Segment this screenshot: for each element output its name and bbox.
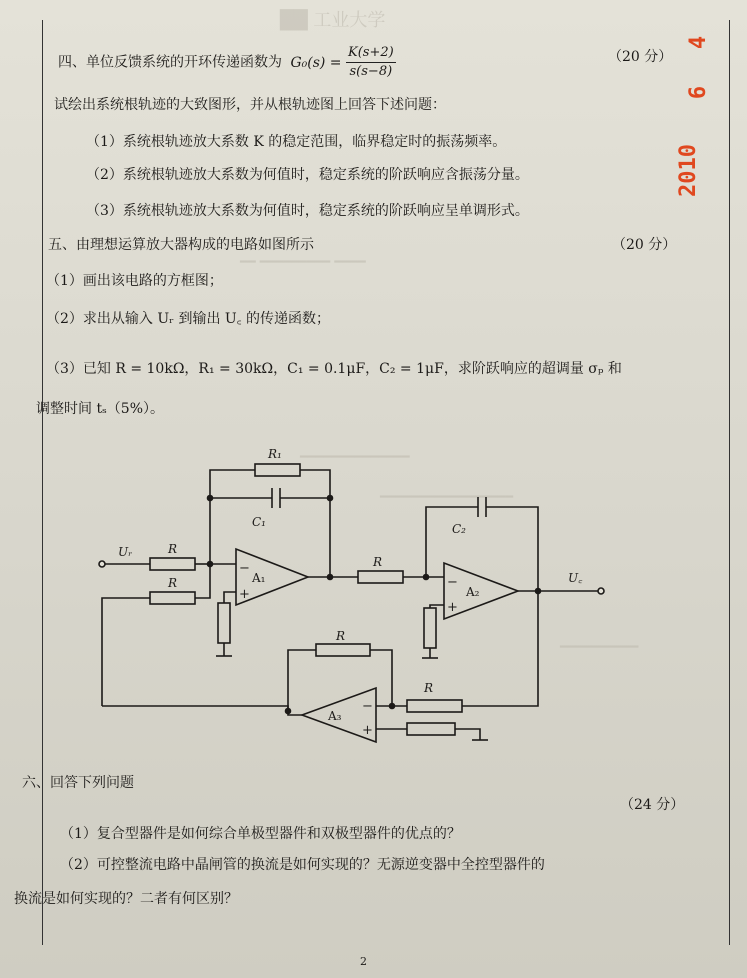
q5-item-3-cont: 调整时间 tₛ（5%）。 bbox=[36, 401, 165, 417]
label-uc: U꜀ bbox=[568, 571, 583, 585]
a3-plus-sign: + bbox=[362, 723, 373, 738]
a2-plus-sign: + bbox=[447, 600, 458, 615]
q4-item-2: （2）系统根轨迹放大系数为何值时，稳定系统的阶跃响应含振荡分量。 bbox=[86, 167, 529, 183]
q5-item-2: （2）求出从输入 Uᵣ 到输出 U꜀ 的传递函数； bbox=[46, 311, 331, 327]
q4-item-3: （3）系统根轨迹放大系数为何值时，稳定系统的阶跃响应呈单调形式。 bbox=[86, 203, 529, 219]
q4-formula-denominator: s(s−8) bbox=[349, 64, 393, 79]
a1-minus-sign: − bbox=[239, 561, 250, 576]
q4-score: （20 分） bbox=[608, 49, 673, 65]
resistor-r-a3-input bbox=[407, 700, 462, 712]
label-r1: R₁ bbox=[268, 447, 282, 461]
output-terminal bbox=[598, 588, 604, 594]
stamp-year: 2010 bbox=[675, 144, 701, 197]
input-terminal bbox=[99, 561, 105, 567]
q6-item-1: （1）复合型器件是如何综合单极型器件和双极型器件的优点的？ bbox=[60, 826, 461, 842]
label-r-feedback-in: R bbox=[168, 576, 178, 590]
label-c2: C₂ bbox=[452, 522, 466, 536]
page-number: 2 bbox=[360, 955, 367, 968]
q4-formula-lhs: G₀(s) = bbox=[290, 54, 342, 71]
q5-title: 五、由理想运算放大器构成的电路如图所示 bbox=[48, 237, 314, 253]
q6-score: （24 分） bbox=[620, 797, 685, 813]
q4-item-1: （1）系统根轨迹放大系数 K 的稳定范围，临界稳定时的振荡频率。 bbox=[86, 134, 507, 150]
q5-item-1: （1）画出该电路的方框图； bbox=[46, 273, 223, 289]
resistor-r1 bbox=[255, 464, 300, 476]
q4-formula-numerator: K(s+2) bbox=[346, 44, 396, 63]
bleed-through-text: ━━ ━━━━━━━━━ ━━━━ bbox=[240, 255, 366, 270]
q6-title: 六、回答下列问题 bbox=[22, 775, 134, 791]
resistor-a2-ground bbox=[424, 608, 436, 648]
q4-intro: 试绘出系统根轨迹的大致图形，并从根轨迹图上回答下述问题： bbox=[54, 97, 446, 113]
stamp-month: 6 bbox=[686, 85, 712, 100]
resistor-r-a1-a2 bbox=[358, 571, 403, 583]
q6-item-2-cont: 换流是如何实现的？二者有何区别？ bbox=[14, 891, 238, 907]
label-r-input: R bbox=[168, 542, 178, 556]
q5-item-3: （3）已知 R = 10kΩ，R₁ = 30kΩ，C₁ = 0.1μF，C₂ = 1μF，求阶跃响应的超调量 σₚ 和 bbox=[46, 361, 622, 377]
q4-title: 四、单位反馈系统的开环传递函数为 bbox=[58, 54, 282, 71]
label-r-a3-input: R bbox=[424, 681, 434, 695]
stamp-day: 4 bbox=[686, 35, 712, 50]
bleed-through-text: ━━━━━━━━━━ bbox=[560, 640, 639, 655]
label-a2: A₂ bbox=[466, 585, 480, 599]
label-ur: Uᵣ bbox=[118, 545, 133, 559]
q5-score: （20 分） bbox=[612, 237, 677, 253]
label-r-a3-feedback: R bbox=[336, 629, 346, 643]
bleed-through-text: ━━━━━━━━━━━━━━━━━ bbox=[380, 490, 514, 505]
label-a1: A₁ bbox=[252, 571, 266, 585]
resistor-r-input bbox=[150, 558, 195, 570]
resistor-a1-ground bbox=[218, 603, 230, 643]
a2-minus-sign: − bbox=[447, 575, 458, 590]
bleed-through-text: ━━━━━━━━━━━━━━ bbox=[300, 450, 410, 465]
resistor-a3-ground bbox=[407, 723, 455, 735]
resistor-r-feedback-in bbox=[150, 592, 195, 604]
label-c1: C₁ bbox=[252, 515, 266, 529]
bleed-through-text: ██ 工业大学 bbox=[280, 10, 386, 31]
resistor-r-a3-feedback bbox=[316, 644, 370, 656]
q6-item-2: （2）可控整流电路中晶闸管的换流是如何实现的？无源逆变器中全控型器件的 bbox=[60, 857, 545, 873]
label-r-a1-a2: R bbox=[373, 555, 383, 569]
a3-minus-sign: − bbox=[362, 699, 373, 714]
a1-plus-sign: + bbox=[239, 587, 250, 602]
label-a3: A₃ bbox=[328, 709, 342, 723]
